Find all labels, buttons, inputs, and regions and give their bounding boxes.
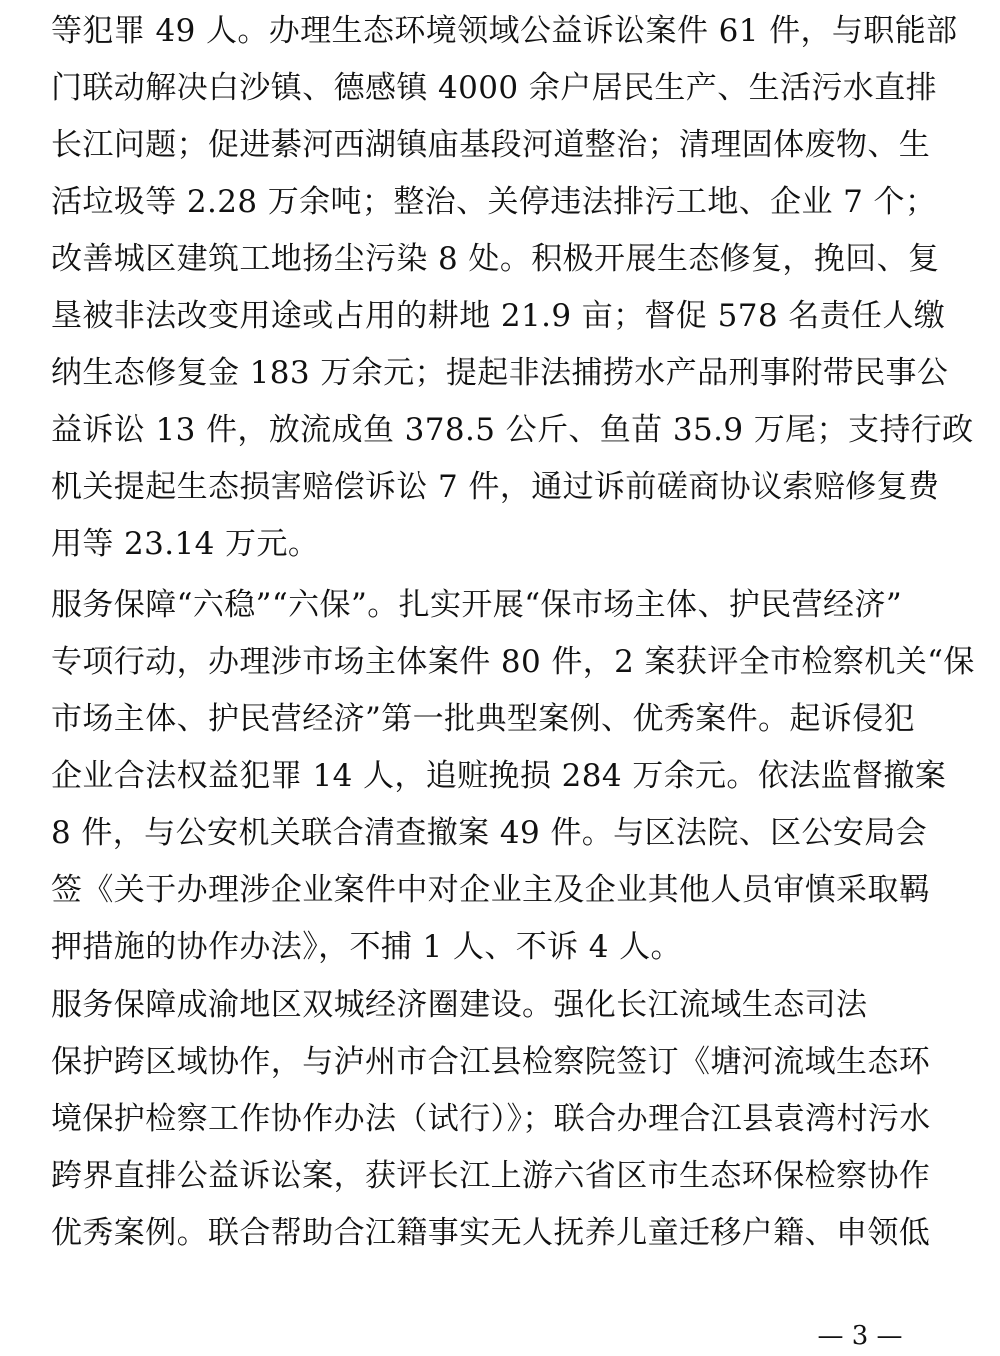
page-number: — 3 — [817, 1321, 903, 1351]
text-line: 企业合法权益犯罪 14 人，追赃挽损 284 万余元。依法监督撤案 [51, 758, 947, 794]
text-line: 活垃圾等 2.28 万余吨；整治、关停违法排污工地、企业 7 个； [51, 184, 937, 220]
text-line: 市场主体、护民营经济”第一批典型案例、优秀案件。起诉侵犯 [51, 701, 916, 737]
text-line: 优秀案例。联合帮助合江籍事实无人抚养儿童迁移户籍、申领低 [51, 1215, 931, 1251]
text-line: 跨界直排公益诉讼案，获评长江上游六省区市生态环保检察协作 [51, 1158, 931, 1194]
text-line: 8 件，与公安机关联合清查撤案 49 件。与区法院、区公安局会 [51, 815, 928, 851]
text-line: 服务保障成渝地区双城经济圈建设。强化长江流域生态司法 [51, 987, 868, 1023]
text-line: 门联动解决白沙镇、德感镇 4000 余户居民生产、生活污水直排 [51, 70, 937, 106]
text-line: 改善城区建筑工地扬尘污染 8 处。积极开展生态修复，挽回、复 [51, 241, 940, 277]
text-line: 垦被非法改变用途或占用的耕地 21.9 亩；督促 578 名责任人缴 [51, 298, 946, 334]
text-line: 境保护检察工作协作办法（试行）》；联合办理合江县袁湾村污水 [51, 1101, 931, 1137]
text-line: 益诉讼 13 件，放流成鱼 378.5 公斤、鱼苗 35.9 万尾；支持行政 [51, 412, 974, 448]
text-line: 押措施的协作办法》，不捕 1 人、不诉 4 人。 [51, 929, 682, 965]
text-line: 长江问题；促进綦河西湖镇庙基段河道整治；清理固体废物、生 [51, 127, 931, 163]
text-line: 纳生态修复金 183 万余元；提起非法捕捞水产品刑事附带民事公 [51, 355, 949, 391]
text-line: 机关提起生态损害赔偿诉讼 7 件，通过诉前磋商协议索赔修复费 [51, 469, 940, 505]
text-line: 服务保障“六稳”“六保”。扎实开展“保市场主体、护民营经济” [51, 587, 903, 623]
text-line: 保护跨区域协作，与泸州市合江县检察院签订《塘河流域生态环 [51, 1044, 931, 1080]
text-line: 签《关于办理涉企业案件中对企业主及企业其他人员审慎采取羁 [51, 872, 931, 908]
text-line: 用等 23.14 万元。 [51, 526, 320, 562]
text-line: 专项行动，办理涉市场主体案件 80 件，2 案获评全市检察机关“保 [51, 644, 975, 680]
text-line: 等犯罪 49 人。办理生态环境领域公益诉讼案件 61 件，与职能部 [51, 13, 958, 49]
